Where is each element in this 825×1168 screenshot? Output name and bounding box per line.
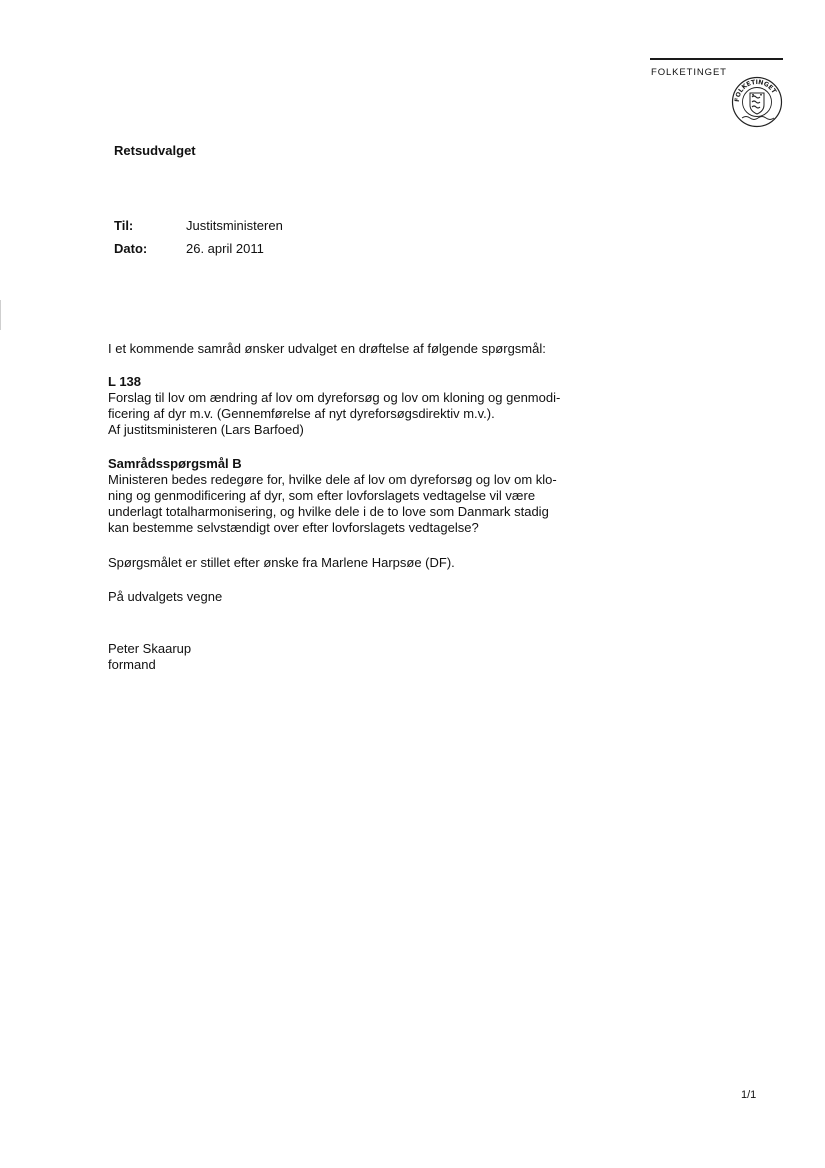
svg-text:FOLKETINGET: FOLKETINGET: [733, 78, 778, 103]
on-behalf-text: På udvalgets vegne: [108, 589, 223, 604]
signature-name: Peter Skaarup: [108, 641, 192, 656]
organization-name: FOLKETINGET: [651, 67, 727, 78]
question-text: Ministeren bedes redegøre for, hvilke dele af lov om dyreforsøg og lov om klo- ning og genmodificering af dyr, som efter lovforslagets vedtagelse vil være underlagt totalharmonisering, og hvilke dele i de to love som Danmark stadig kan bestemme selvstændigt over efter lovforslagets vedtagelse?: [108, 472, 557, 535]
committee-name: Retsudvalget: [114, 143, 196, 158]
asked-by-text: Spørgsmålet er stillet efter ønske fra Marlene Harpsøe (DF).: [108, 555, 455, 570]
intro-text: I et kommende samråd ønsker udvalget en drøftelse af følgende spørgsmål:: [108, 341, 546, 356]
to-value: Justitsministeren: [186, 218, 283, 233]
date-label: Dato:: [114, 241, 148, 256]
folketinget-seal-logo: [731, 76, 783, 128]
header-rule: [650, 58, 783, 60]
to-label: Til:: [114, 218, 134, 233]
scan-edge-mark: [0, 300, 1, 330]
date-value: 26. april 2011: [186, 241, 264, 256]
signature-title: formand: [108, 657, 156, 672]
bill-description: Forslag til lov om ændring af lov om dyreforsøg og lov om kloning og genmodi- ficering af dyr m.v. (Gennemførelse af nyt dyreforsøgsdirektiv m.v.). Af justitsministeren (Lars Barfoed): [108, 390, 561, 437]
question-title: Samrådsspørgsmål B: [108, 456, 242, 471]
page-number: 1/1: [741, 1089, 757, 1101]
bill-number: L 138: [108, 374, 142, 389]
